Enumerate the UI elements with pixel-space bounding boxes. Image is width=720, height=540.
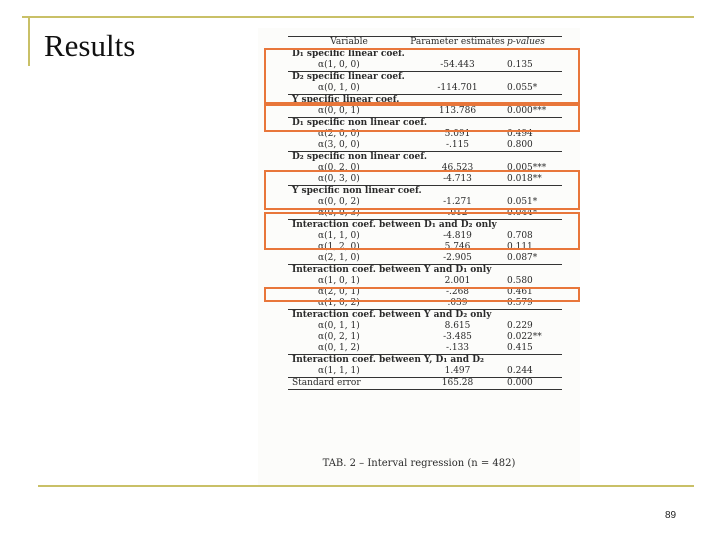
variable-cell: α(0, 1, 1) — [318, 321, 360, 331]
variable-cell: α(0, 1, 0) — [318, 83, 360, 93]
variable-cell: α(0, 0, 1) — [318, 106, 360, 116]
highlight-box-y-nonlinear — [264, 212, 580, 250]
variable-cell: α(0, 0, 3) — [318, 208, 360, 218]
variable-cell: α(1, 1, 1) — [318, 366, 360, 376]
table-row — [288, 321, 562, 332]
table-caption: TAB. 2 – Interval regression (n = 482) — [322, 458, 516, 469]
bottom-rule — [38, 485, 694, 487]
estimate-cell: .012 — [447, 208, 468, 218]
estimate-cell: 113.786 — [438, 106, 477, 116]
estimate-cell: 8.615 — [444, 321, 471, 331]
estimate-cell: -114.701 — [437, 83, 478, 93]
footer-pvalue: 0.000 — [507, 378, 533, 388]
variable-cell: α(1, 1, 0) — [318, 231, 360, 241]
section-title: Interaction coef. between Y, D₁ and D₂ — [292, 355, 484, 365]
estimate-cell: -2.905 — [443, 253, 472, 263]
section-title-row — [288, 265, 562, 276]
section-title: Interaction coef. between Y and D₁ only — [292, 265, 492, 275]
table-row — [288, 140, 562, 151]
left-rule — [28, 16, 30, 66]
estimate-cell: -3.485 — [443, 332, 472, 342]
variable-cell: α(3, 0, 0) — [318, 140, 360, 150]
regression-table-figure — [258, 28, 580, 485]
pvalue-cell: 0.461 — [507, 287, 533, 297]
highlight-box-y-linear — [264, 104, 580, 132]
table-row — [288, 276, 562, 287]
pvalue-cell: 0.135 — [507, 60, 533, 70]
section-title: D₂ specific non linear coef. — [292, 152, 427, 162]
pvalue-cell: 0.708 — [507, 231, 533, 241]
estimate-cell: -.133 — [445, 343, 470, 353]
pvalue-cell: 0.244 — [507, 366, 533, 376]
highlight-box-linear — [264, 48, 580, 104]
table-footer-row — [288, 378, 562, 389]
pvalue-cell: 0.005*** — [507, 163, 547, 173]
estimate-cell: -.268 — [445, 287, 470, 297]
section-title-row — [288, 152, 562, 163]
page-number: 89 — [665, 510, 677, 521]
header-pvalues: p-values — [507, 37, 545, 47]
header-estimates: Parameter estimates — [410, 37, 505, 47]
pvalue-cell: 0.579 — [507, 298, 533, 308]
section-title-row — [288, 355, 562, 366]
section-title: Y specific non linear coef. — [292, 186, 422, 196]
table-row — [288, 253, 562, 264]
estimate-cell: 1.497 — [444, 366, 471, 376]
variable-cell: α(0, 2, 0) — [318, 163, 360, 173]
estimate-cell: -54.443 — [440, 60, 475, 70]
pvalue-cell: 0.000*** — [507, 106, 547, 116]
pvalue-cell: 0.018** — [507, 174, 542, 184]
estimate-cell: 46.523 — [441, 163, 474, 173]
section-title: D₁ specific linear coef. — [292, 49, 405, 59]
highlight-box-d2-nonlinear — [264, 170, 580, 210]
estimate-cell: -1.271 — [443, 197, 472, 207]
footer-estimate: 165.28 — [441, 378, 474, 388]
pvalue-cell: 0.229 — [507, 321, 533, 331]
variable-cell: α(0, 1, 2) — [318, 343, 360, 353]
variable-cell: α(1, 0, 2) — [318, 298, 360, 308]
section-title-row — [288, 310, 562, 321]
variable-cell: α(1, 2, 0) — [318, 242, 360, 252]
pvalue-cell: 0.044* — [507, 208, 538, 218]
pvalue-cell: 0.087* — [507, 253, 538, 263]
slide-title: Results — [44, 28, 136, 63]
section-title: Y specific linear coef. — [292, 95, 400, 105]
pvalue-cell: 0.111 — [507, 242, 533, 252]
table-bottom-rule — [288, 389, 562, 390]
variable-cell: α(0, 0, 2) — [318, 197, 360, 207]
section-title: Interaction coef. between Y and D₂ only — [292, 310, 492, 320]
section-title: Interaction coef. between D₁ and D₂ only — [292, 220, 497, 230]
footer-variable: Standard error — [292, 378, 361, 388]
table-header-row — [288, 37, 562, 48]
top-rule — [22, 16, 694, 18]
pvalue-cell: 0.415 — [507, 343, 533, 353]
variable-cell: α(1, 0, 1) — [318, 276, 360, 286]
variable-cell: α(2, 0, 0) — [318, 129, 360, 139]
section-title: D₂ specific linear coef. — [292, 72, 405, 82]
variable-cell: α(2, 0, 1) — [318, 287, 360, 297]
table-row — [288, 332, 562, 343]
estimate-cell: -.115 — [445, 140, 470, 150]
pvalue-cell: 0.051* — [507, 197, 538, 207]
variable-cell: α(1, 0, 0) — [318, 60, 360, 70]
estimate-cell: 5.746 — [444, 242, 471, 252]
variable-cell: α(2, 1, 0) — [318, 253, 360, 263]
pvalue-cell: 0.022** — [507, 332, 542, 342]
table-row — [288, 343, 562, 354]
header-variable: Variable — [330, 37, 368, 47]
estimate-cell: 2.001 — [444, 276, 471, 286]
section-title: D₁ specific non linear coef. — [292, 118, 427, 128]
pvalue-cell: 0.494 — [507, 129, 533, 139]
estimate-cell: .039 — [447, 298, 468, 308]
pvalue-cell: 0.055* — [507, 83, 538, 93]
variable-cell: α(0, 3, 0) — [318, 174, 360, 184]
pvalue-cell: 0.580 — [507, 276, 533, 286]
estimate-cell: 5.091 — [444, 129, 471, 139]
highlight-box-interaction-row — [264, 287, 580, 302]
estimate-cell: -4.713 — [443, 174, 472, 184]
table-row — [288, 366, 562, 377]
pvalue-cell: 0.800 — [507, 140, 533, 150]
estimate-cell: -4.819 — [443, 231, 472, 241]
variable-cell: α(0, 2, 1) — [318, 332, 360, 342]
